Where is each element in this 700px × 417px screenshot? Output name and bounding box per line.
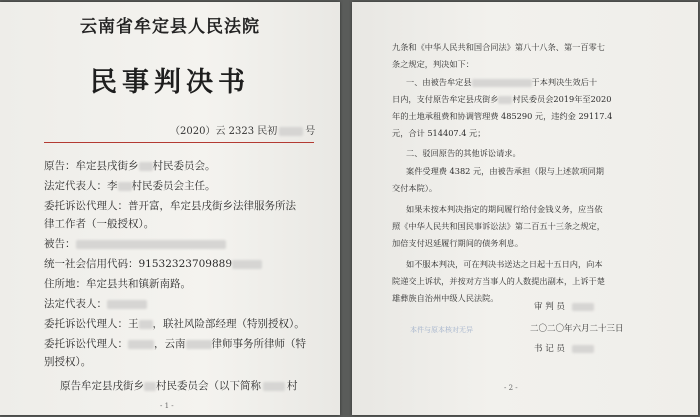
text-line: 院递交上诉状，并按对方当事人的人数提出副本，上诉于楚	[392, 276, 605, 286]
text-line: 九条和《中华人民共和国合同法》第八十八条、第一百零七	[392, 42, 605, 52]
text-line: 年的土地承租费和协调管理费 485290 元，违约金 29117.4	[392, 111, 613, 121]
judgment-page-2	[352, 2, 698, 415]
judge-signature-line	[534, 300, 594, 312]
redaction-block	[144, 382, 156, 391]
defendant-agent-2-line-cont: 别授权）。	[44, 356, 92, 368]
defendant-representative-line	[44, 296, 147, 311]
redaction-block	[572, 345, 594, 353]
document-title: 民事判决书	[90, 67, 250, 98]
court-fee-line: 案件受理费 4382 元，由被告承担（限与上述款项同期	[406, 166, 604, 176]
text-segment: 委托诉讼代理人：王	[44, 318, 139, 330]
judgment-date: 二〇二〇年六月二十三日	[530, 324, 624, 334]
text-line: 照《中华人民共和国民事诉讼法》第二百五十三条之规定，	[392, 221, 605, 231]
clerk-signature-line	[534, 342, 594, 354]
text-segment: 律师事务所律师（特	[211, 338, 306, 350]
page-number: - 1 -	[160, 402, 174, 410]
text-segment: ，联社风险部经理（特别授权）。	[152, 318, 305, 330]
redaction-block	[128, 340, 154, 349]
defendant-agent-2-line	[44, 336, 306, 351]
defendant-agent-1-line	[44, 316, 305, 331]
case-number-text: （2020）云 2323 民初	[170, 126, 278, 137]
judge-label: 审 判 员	[534, 302, 565, 312]
text-segment: 日内，支付原告牟定县戌街乡	[392, 94, 499, 104]
court-name: 云南省牟定县人民法院	[80, 17, 260, 37]
redaction-block	[263, 382, 285, 391]
text-line: 条之规定，判决如下：	[392, 59, 474, 69]
redaction-block	[232, 260, 262, 269]
text-line: 加倍支付迟延履行期间的债务利息。	[392, 238, 524, 248]
text-segment: 委托诉讼代理人：	[44, 338, 128, 350]
text-segment: 被告：	[44, 238, 76, 250]
redaction-block	[186, 340, 212, 349]
credit-code-line	[44, 256, 262, 271]
case-number	[170, 122, 315, 137]
redaction-block	[107, 300, 147, 309]
ruling-item-2-line: 二、驳回原告的其他诉讼请求。	[406, 148, 521, 158]
text-segment: 法定代表人：	[44, 298, 107, 310]
plaintiff-agent-line-cont: 律工作者（一般授权）。	[44, 218, 155, 230]
case-number-suffix: 号	[305, 126, 316, 137]
text-segment: 村民委员会。	[152, 160, 216, 172]
redaction-block	[139, 162, 153, 171]
text-line: 交付本院）。	[392, 183, 438, 193]
text-segment: 一、由被告牟定县	[406, 77, 472, 87]
text-segment: 法定代表人：李	[44, 180, 118, 192]
plaintiff-line	[44, 158, 216, 173]
redaction-block	[572, 303, 594, 311]
redaction-block	[139, 320, 153, 329]
text-segment: ，云南	[154, 338, 186, 350]
text-segment: 原告牟定县戌街乡	[60, 380, 144, 392]
text-line: 元，合计 514407.4 元；	[392, 128, 486, 138]
ruling-item-1-line	[406, 77, 597, 88]
text-segment: 村民委员会主任。	[131, 180, 216, 192]
page-number: - 2 -	[504, 384, 518, 392]
text-line: 如果未按本判决指定的期间履行给付金钱义务，应当依	[406, 204, 603, 214]
judgment-page-1	[0, 2, 340, 415]
redaction-block	[76, 240, 226, 249]
text-segment: 村民委员会2019年至2020	[512, 94, 612, 104]
address-line: 住所地：牟定县共和镇新南路。	[44, 278, 191, 290]
text-segment: 村	[287, 380, 298, 392]
clerk-label: 书 记 员	[534, 344, 565, 354]
verification-stamp: 本件与原本核对无异	[410, 326, 473, 334]
redaction-block	[279, 127, 303, 136]
red-divider	[44, 142, 314, 143]
plaintiff-agent-line: 委托诉讼代理人：普开富，牟定县戌街乡法律服务所法	[44, 200, 296, 212]
facts-paragraph-line	[60, 378, 298, 393]
redaction-block	[498, 96, 512, 104]
text-segment: 于本判决生效后十	[531, 77, 598, 87]
redaction-block	[118, 182, 132, 191]
text-segment: 原告：牟定县戌街乡	[44, 160, 139, 172]
redaction-block	[472, 79, 532, 87]
ruling-item-1-line	[392, 94, 611, 105]
text-line: 雄彝族自治州中级人民法院。	[392, 293, 499, 303]
text-segment: 村民委员会（以下简称	[156, 380, 261, 392]
text-segment: 统一社会信用代码：91532323709889	[44, 258, 233, 270]
defendant-line	[44, 236, 226, 251]
plaintiff-representative-line	[44, 178, 216, 193]
text-line: 如不服本判决，可在判决书送达之日起十五日内，向本	[406, 259, 603, 269]
